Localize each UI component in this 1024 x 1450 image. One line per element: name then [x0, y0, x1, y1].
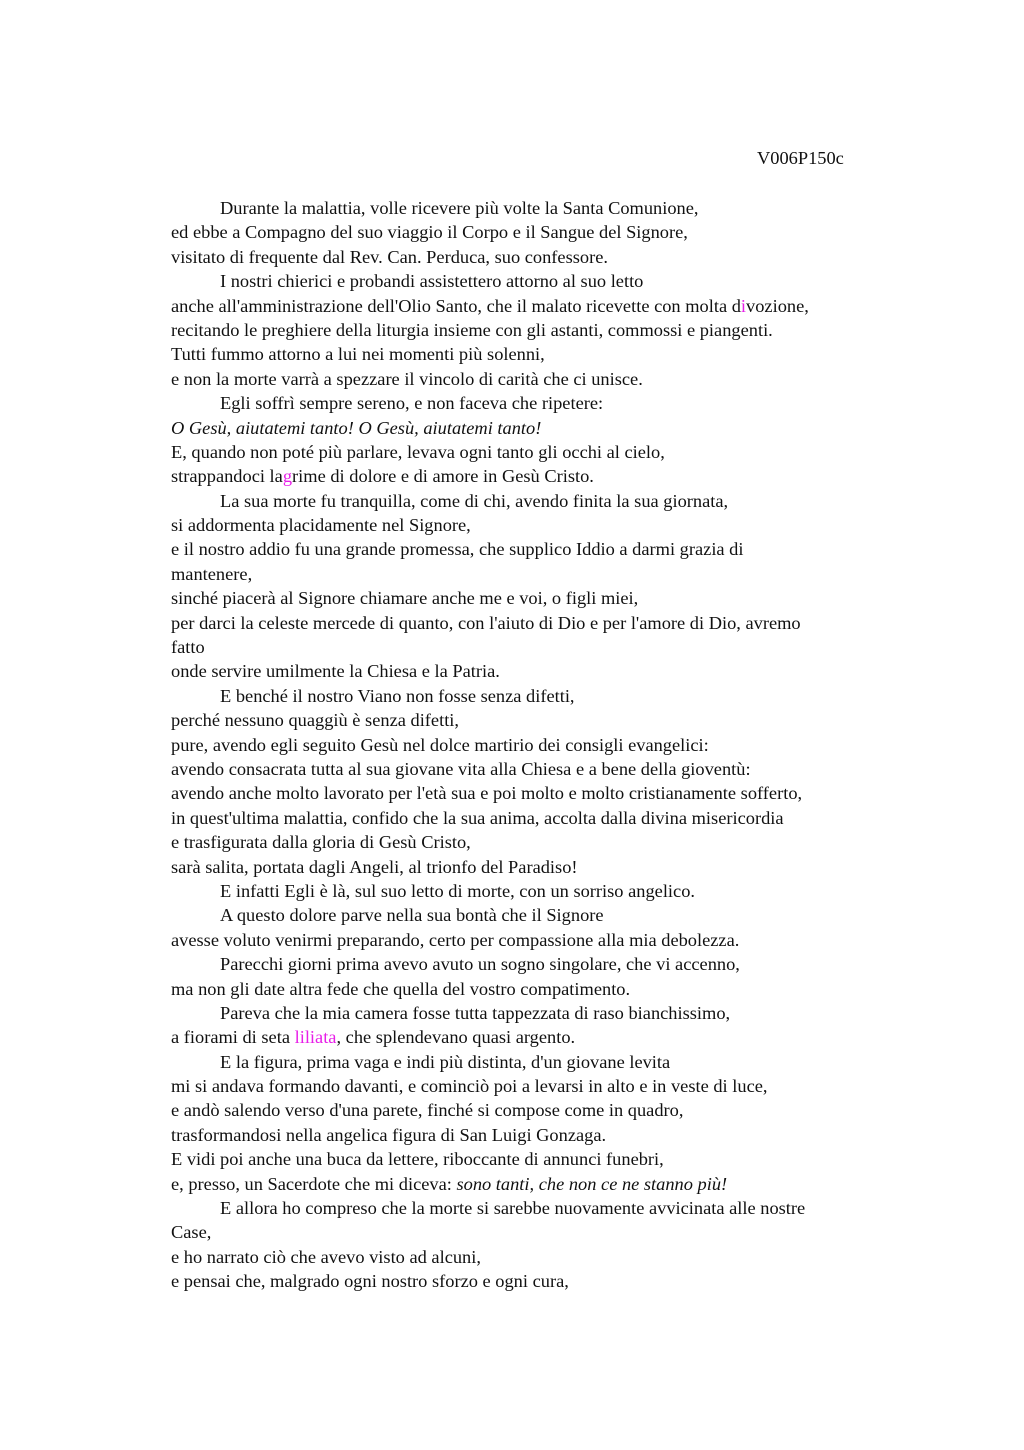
- text-line: pure, avendo egli seguito Gesù nel dolce martirio dei consigli evangelici:: [171, 734, 709, 755]
- italic-prayer-line: O Gesù, aiutatemi tanto! O Gesù, aiutatemi tanto!: [171, 417, 542, 438]
- text-line: e pensai che, malgrado ogni nostro sforzo e ogni cura,: [171, 1271, 569, 1292]
- text-line: E benché il nostro Viano non fosse senza difetti,: [220, 685, 575, 706]
- italic-quote: sono tanti, che non ce ne stanno più!: [456, 1173, 728, 1194]
- text-line: mi si andava formando davanti, e cominciò poi a levarsi in alto e in veste di luce,: [171, 1076, 768, 1097]
- text-line: Egli soffrì sempre sereno, e non faceva che ripetere:: [220, 393, 604, 414]
- text-line: Tutti fummo attorno a lui nei momenti più solenni,: [171, 344, 545, 365]
- text-line: sarà salita, portata dagli Angeli, al trionfo del Paradiso!: [171, 856, 578, 877]
- text-segment: strappandoci la: [171, 466, 283, 487]
- text-line: [171, 1172, 931, 1196]
- text-line: I nostri chierici e probandi assistettero attorno al suo letto: [220, 271, 644, 292]
- text-line: visitato di frequente dal Rev. Can. Perduca, suo confessore.: [171, 246, 608, 267]
- text-line: trasformandosi nella angelica figura di San Luigi Gonzaga.: [171, 1124, 607, 1145]
- text-line: Case,: [171, 1222, 212, 1243]
- text-line: e trasfigurata dalla gloria di Gesù Cristo,: [171, 832, 471, 853]
- text-segment: a fiorami di seta: [171, 1027, 295, 1048]
- text-line: E la figura, prima vaga e indi più distinta, d'un giovane levita: [220, 1051, 671, 1072]
- text-line: mantenere,: [171, 563, 253, 584]
- text-segment: e, presso, un Sacerdote che mi diceva:: [171, 1173, 457, 1194]
- text-line: in quest'ultima malattia, confido che la sua anima, accolta dalla divina misericordia: [171, 807, 784, 828]
- text-line: si addormenta placidamente nel Signore,: [171, 515, 471, 536]
- text-line: E allora ho compreso che la morte si sarebbe nuovamente avvicinata alle nostre: [220, 1198, 806, 1219]
- text-line: per darci la celeste mercede di quanto, con l'aiuto di Dio e per l'amore di Dio, avremo: [171, 612, 801, 633]
- text-line: [171, 1025, 931, 1049]
- text-line: perché nessuno quaggiù è senza difetti,: [171, 710, 460, 731]
- text-line: Pareva che la mia camera fosse tutta tappezzata di raso bianchissimo,: [220, 1002, 731, 1023]
- highlighted-letter: g: [282, 466, 293, 487]
- text-line: avesse voluto venirmi preparando, certo per compassione alla mia debolezza.: [171, 929, 740, 950]
- page-id-label: V006P150c: [757, 148, 844, 168]
- text-line: e non la morte varrà a spezzare il vincolo di carità che ci unisce.: [171, 368, 643, 389]
- text-line: avendo anche molto lavorato per l'età sua e poi molto e molto cristianamente sofferto,: [171, 783, 803, 804]
- text-line: e ho narrato ciò che avevo visto ad alcuni,: [171, 1246, 481, 1267]
- text-segment: vozione,: [746, 295, 809, 316]
- text-line: ed ebbe a Compagno del suo viaggio il Corpo e il Sangue del Signore,: [171, 222, 688, 243]
- document-body: [171, 196, 931, 1294]
- highlighted-word: liliata: [294, 1027, 337, 1048]
- text-line: E vidi poi anche una buca da lettere, riboccante di annunci funebri,: [171, 1149, 664, 1170]
- text-line: fatto: [171, 637, 205, 658]
- text-line: e il nostro addio fu una grande promessa, che supplico Iddio a darmi grazia di: [171, 539, 744, 560]
- text-segment: anche all'amministrazione dell'Olio Santo, che il malato ricevette con molta d: [171, 295, 741, 316]
- text-line: [171, 294, 931, 318]
- text-segment: , che splendevano quasi argento.: [336, 1027, 576, 1048]
- text-line: onde servire umilmente la Chiesa e la Patria.: [171, 661, 500, 682]
- text-line: La sua morte fu tranquilla, come di chi, avendo finita la sua giornata,: [220, 490, 729, 511]
- text-line: Parecchi giorni prima avevo avuto un sogno singolare, che vi accenno,: [220, 954, 740, 975]
- text-line: E infatti Egli è là, sul suo letto di morte, con un sorriso angelico.: [220, 880, 695, 901]
- text-line: E, quando non poté più parlare, levava ogni tanto gli occhi al cielo,: [171, 441, 665, 462]
- text-line: Durante la malattia, volle ricevere più volte la Santa Comunione,: [220, 198, 699, 218]
- text-line: sinché piacerà al Signore chiamare anche me e voi, o figli miei,: [171, 588, 639, 609]
- text-line: ma non gli date altra fede che quella del vostro compatimento.: [171, 978, 631, 999]
- highlighted-letter: i: [740, 295, 747, 316]
- text-line: e andò salendo verso d'una parete, finché si compose come in quadro,: [171, 1100, 684, 1121]
- text-line: [171, 464, 931, 488]
- text-line: avendo consacrata tutta al sua giovane vita alla Chiesa e a bene della gioventù:: [171, 758, 751, 779]
- text-line: A questo dolore parve nella sua bontà che il Signore: [220, 905, 604, 926]
- text-segment: rime di dolore e di amore in Gesù Cristo.: [292, 466, 594, 487]
- text-line: recitando le preghiere della liturgia insieme con gli astanti, commossi e piangenti.: [171, 319, 773, 340]
